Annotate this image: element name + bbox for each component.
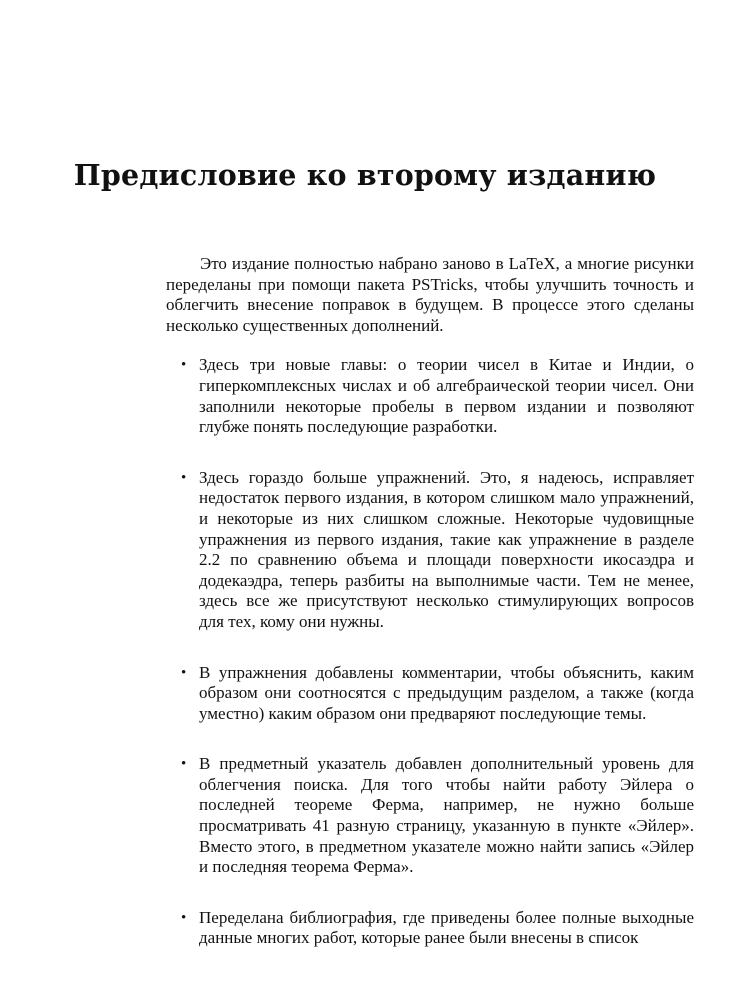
- bullet-icon: •: [181, 664, 187, 681]
- list-item: [166, 908, 694, 949]
- list-item: [166, 468, 694, 633]
- bullet-icon: •: [181, 756, 187, 773]
- page-title: Предисловие ко второму изданию: [73, 158, 657, 192]
- bullet-icon: •: [181, 357, 187, 374]
- list-item-text: В упражнения добавлены комментарии, чтобы объяснить, каким образом они соотносятся с предыдущим разделом, а также (когда уместно) каким образом они предваряют последующие темы.: [199, 662, 694, 723]
- list-item-text: Переделана библиография, где приведены более полные выходные данные многих работ, которые ранее были внесены в список: [199, 907, 694, 948]
- body-text: [166, 254, 694, 949]
- list-item: [166, 754, 694, 878]
- list-item: [166, 355, 694, 437]
- list-item-text: Здесь три новые главы: о теории чисел в Китае и Индии, о гиперкомплексных числах и об алгебраической теории чисел. Они заполнили некоторые пробелы в первом издании и позволяют глубже понять последующие разработки.: [199, 355, 694, 437]
- bullet-list: [166, 355, 694, 949]
- intro-paragraph: Это издание полностью набрано заново в LaTeX, а многие рисунки переделаны при помощи пакета PSTricks, чтобы улучшить точность и облегчить внесение поправок в будущем. В процессе этого сделаны несколько существенных дополнений.: [166, 254, 694, 335]
- list-item-text: В предметный указатель добавлен дополнительный уровень для облегчения поиска. Для того чтобы найти работу Эйлера о последней теореме Ферма, например, не нужно больше просматривать 41 разную страницу, указанную в пункте «Эйлер». Вместо этого, в предметном указателе можно найти запись «Эйлер и последняя теорема Ферма».: [199, 754, 694, 877]
- list-item: [166, 663, 694, 725]
- bullet-icon: •: [181, 469, 187, 486]
- bullet-icon: •: [181, 909, 187, 926]
- list-item-text: Здесь гораздо больше упражнений. Это, я надеюсь, исправляет недостаток первого издания, в котором слишком мало упражнений, и некоторые из них слишком сложные. Некоторые чудовищные упражнения из первого издания, такие как упражнение в разделе 2.2 по сравнению объема и площади поверхности икосаэдра и додекаэдра, теперь разбиты на выполнимые части. Тем не менее, здесь все же присутствуют несколько стимулирующих вопросов для тех, кому они нужны.: [199, 467, 694, 631]
